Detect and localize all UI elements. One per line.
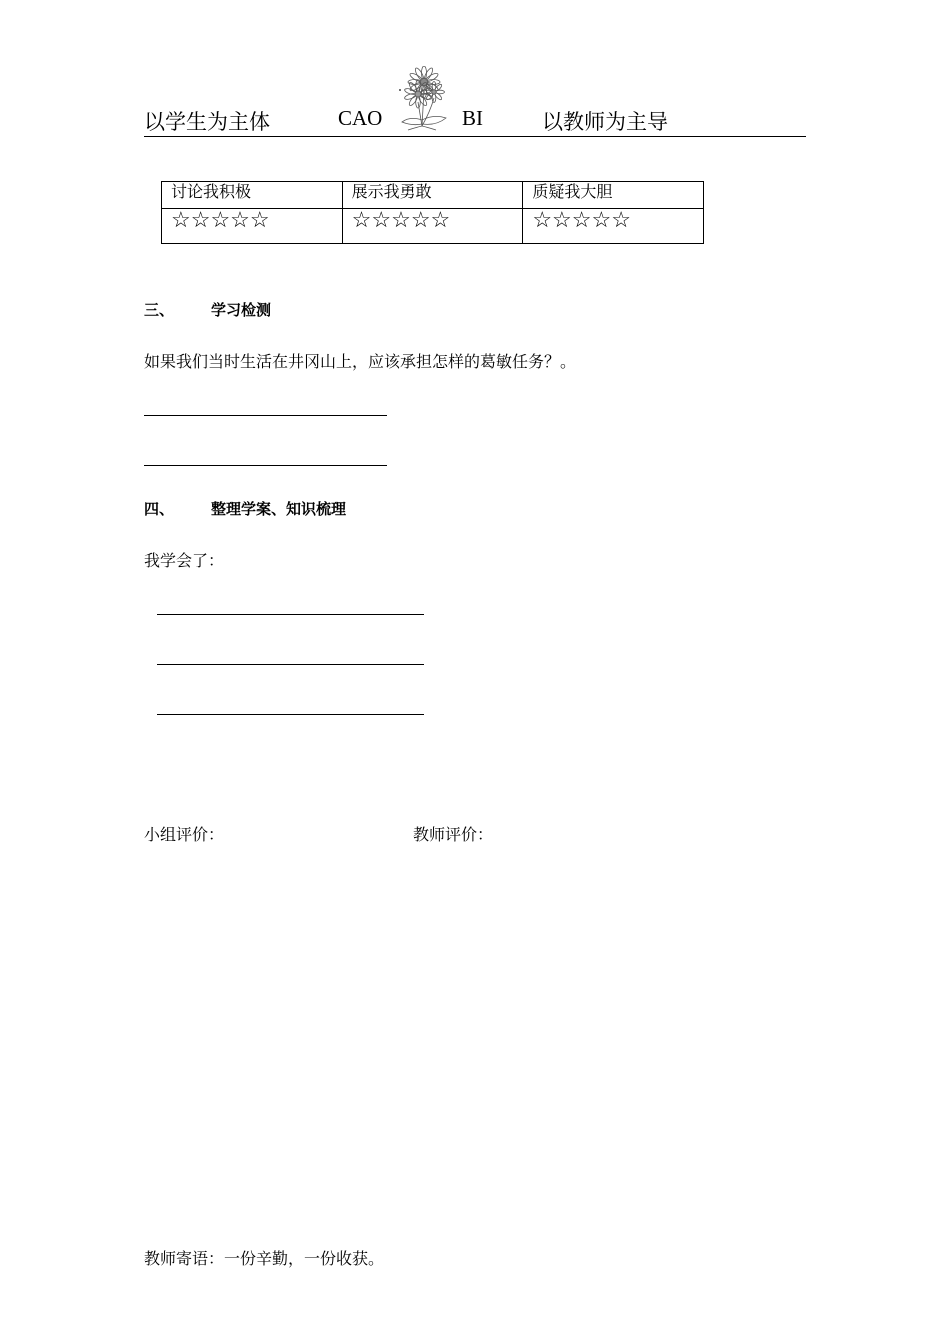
header-left-motto: 以学生为主体 (144, 110, 270, 134)
header-right-motto: 以教师为主导 (542, 110, 668, 134)
table-row (162, 209, 704, 244)
group-evaluation-label: 小组评价： (144, 825, 225, 844)
header-bi: BI (462, 106, 483, 130)
learned-prompt: 我学会了： (144, 551, 225, 570)
star-rating-presentation[interactable]: ☆☆☆☆☆ (342, 209, 523, 244)
learned-line[interactable] (157, 614, 424, 615)
table-row (162, 182, 704, 209)
header-cao: CAO (338, 106, 383, 130)
label-discussion: 讨论我积极 (162, 182, 343, 209)
answer-line[interactable] (144, 415, 387, 416)
label-presentation: 展示我勇敢 (342, 182, 523, 209)
section-3-question: 如果我们当时生活在井冈山上，应该承担怎样的葛敏任务？。 (144, 352, 577, 371)
self-evaluation-table (161, 181, 704, 244)
star-rating-discussion[interactable]: ☆☆☆☆☆ (162, 209, 343, 244)
section-4-title: 整理学案、知识梳理 (211, 500, 347, 518)
label-questioning: 质疑我大胆 (523, 182, 704, 209)
section-3-title: 学习检测 (211, 301, 272, 319)
learned-line[interactable] (157, 664, 424, 665)
section-3-number: 三、 (144, 301, 175, 319)
section-4-number: 四、 (144, 500, 175, 518)
section-3-heading (144, 299, 271, 320)
page-header (144, 104, 806, 137)
learned-line[interactable] (157, 714, 424, 715)
star-rating-questioning[interactable]: ☆☆☆☆☆ (523, 209, 704, 244)
teacher-evaluation-label: 教师评价： (413, 825, 494, 844)
flower-icon (390, 66, 454, 132)
teacher-message: 教师寄语：一份辛勤，一份收获。 (144, 1249, 385, 1268)
section-4-heading (144, 498, 346, 519)
answer-line[interactable] (144, 465, 387, 466)
